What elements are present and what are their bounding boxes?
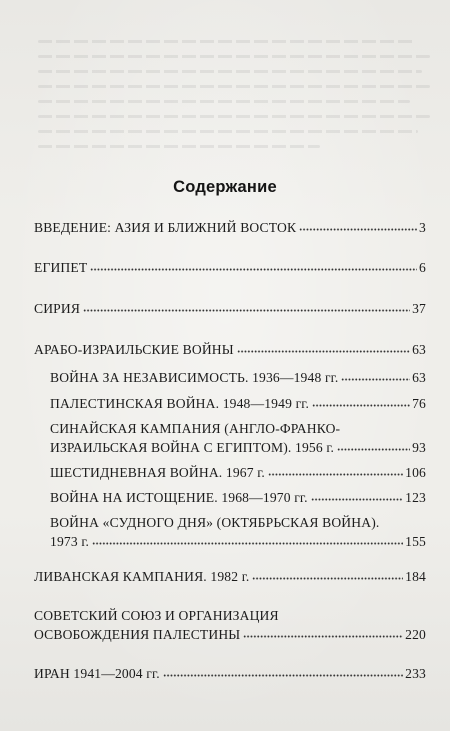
toc-row	[34, 340, 426, 359]
toc-subentry[interactable]	[50, 488, 426, 507]
toc-entry-title-line2: ОСВОБОЖДЕНИЯ ПАЛЕСТИНЫ	[34, 627, 241, 642]
dot-leader	[252, 577, 403, 580]
toc-page-number: 93	[412, 440, 426, 455]
toc-subentry[interactable]	[50, 513, 426, 551]
toc-entry-title-line1: ВОЙНА «СУДНОГО ДНЯ» (ОКТЯБРЬСКАЯ ВОЙНА).	[50, 515, 380, 530]
toc-row	[34, 567, 426, 586]
toc-page-number: 6	[419, 260, 426, 275]
toc-page-number: 233	[405, 666, 426, 681]
dot-leader	[243, 635, 403, 638]
toc-row	[50, 394, 426, 413]
toc-entry-title: ЕГИПЕТ	[34, 260, 88, 275]
dot-leader	[92, 542, 403, 545]
toc-row	[50, 438, 426, 457]
toc-page-number: 76	[412, 396, 426, 411]
toc-entry-title: ВВЕДЕНИЕ: АЗИЯ И БЛИЖНИЙ ВОСТОК	[34, 220, 297, 235]
toc-page-number: 220	[405, 627, 426, 642]
toc-entry-title: ЛИВАНСКАЯ КАМПАНИЯ. 1982 г.	[34, 569, 250, 584]
toc-page-number: 3	[419, 220, 426, 235]
toc-row	[50, 532, 426, 551]
dot-leader	[90, 268, 417, 271]
toc-entry-title-line1: СОВЕТСКИЙ СОЮЗ И ОРГАНИЗАЦИЯ	[34, 608, 279, 623]
toc-page-number: 63	[412, 370, 426, 385]
toc-row	[34, 258, 426, 277]
toc-row	[34, 299, 426, 318]
toc-page-number: 184	[405, 569, 426, 584]
toc-row	[34, 625, 426, 644]
toc-subentry[interactable]	[50, 419, 426, 457]
toc-entry-title: ВОЙНА НА ИСТОЩЕНИЕ. 1968—1970 гг.	[50, 490, 308, 505]
toc-row	[50, 368, 426, 387]
toc-entry-title: СИРИЯ	[34, 301, 81, 316]
toc-entry-title: ИРАН 1941—2004 гг.	[34, 666, 160, 681]
toc-row	[50, 488, 426, 507]
dot-leader	[237, 350, 410, 353]
dot-leader	[341, 378, 410, 381]
dot-leader	[299, 228, 417, 231]
toc-heading: Содержание	[173, 178, 277, 196]
toc-entry[interactable]	[34, 567, 426, 586]
toc-entry-title: АРАБО-ИЗРАИЛЬСКИЕ ВОЙНЫ	[34, 342, 234, 357]
toc-subentry[interactable]	[50, 368, 426, 387]
toc-entry-title: ШЕСТИДНЕВНАЯ ВОЙНА. 1967 г.	[50, 465, 265, 480]
toc-page-number: 106	[405, 465, 426, 480]
toc-entry[interactable]	[34, 664, 426, 683]
toc-row	[34, 664, 426, 683]
toc-entry-title: ПАЛЕСТИНСКАЯ ВОЙНА. 1948—1949 гг.	[50, 396, 310, 411]
toc-row	[50, 463, 426, 482]
toc-entry-title: ВОЙНА ЗА НЕЗАВИСИМОСТЬ. 1936—1948 гг.	[50, 370, 339, 385]
dot-leader	[83, 309, 410, 312]
toc-entry-title-line1: СИНАЙСКАЯ КАМПАНИЯ (АНГЛО-ФРАНКО-	[50, 421, 341, 436]
toc-row	[34, 218, 426, 237]
dot-leader	[311, 498, 403, 501]
toc-subentry[interactable]	[50, 463, 426, 482]
dot-leader	[268, 473, 403, 476]
toc-entry[interactable]	[34, 218, 426, 237]
dot-leader	[337, 448, 410, 451]
toc-entry[interactable]	[34, 299, 426, 318]
toc-entry-title-line2: ИЗРАИЛЬСКАЯ ВОЙНА С ЕГИПТОМ). 1956 г.	[50, 440, 335, 455]
toc-entry-title-line2: 1973 г.	[50, 534, 90, 549]
dot-leader	[163, 674, 403, 677]
toc-entry[interactable]	[34, 258, 426, 277]
toc-subentry[interactable]	[50, 394, 426, 413]
toc-entry[interactable]	[34, 606, 426, 644]
toc-page-number: 123	[405, 490, 426, 505]
toc-page-number: 37	[412, 301, 426, 316]
toc-page-number: 63	[412, 342, 426, 357]
dot-leader	[312, 404, 410, 407]
toc-entry[interactable]	[34, 340, 426, 359]
toc-page-number: 155	[405, 534, 426, 549]
